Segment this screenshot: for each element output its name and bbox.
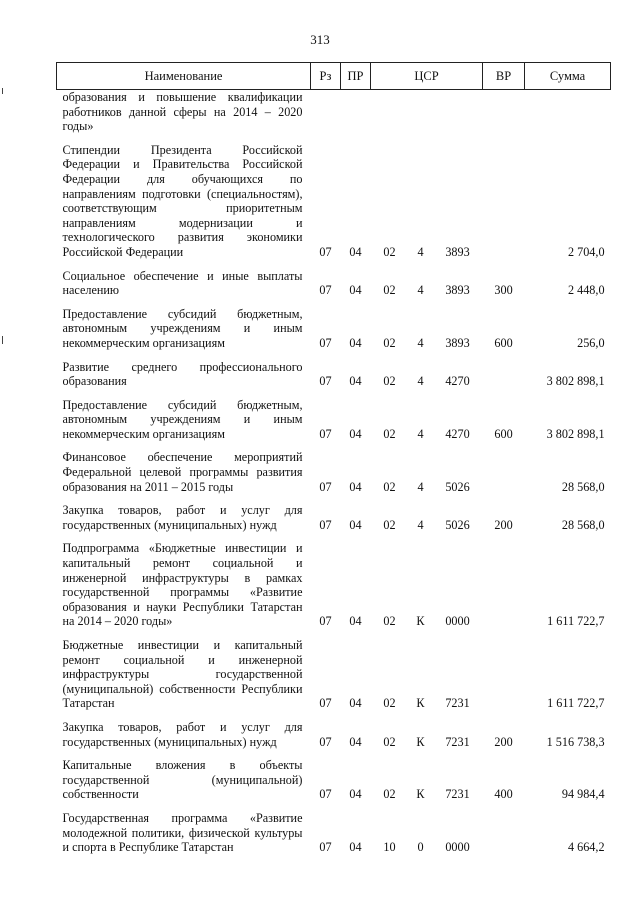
row-csr-3: 0000 <box>445 840 470 855</box>
row-csr-3: 4270 <box>445 374 470 389</box>
scan-mark <box>2 88 3 94</box>
row-name: Социальное обеспечение и иные выплаты населению <box>62 268 303 298</box>
row-csr-1: 02 <box>383 283 396 298</box>
row-vr <box>483 90 525 134</box>
row-rz: 07 <box>319 283 332 298</box>
row-name: Предоставление субсидий бюджетным, автономным учреждениям и иным некоммерческим организациям <box>62 397 303 441</box>
table-row <box>57 134 611 260</box>
row-name: Капитальные вложения в объекты государственной (муниципальной) собственности <box>62 758 303 802</box>
row-csr-1: 02 <box>383 696 396 711</box>
table-row <box>57 494 611 532</box>
row-vr <box>483 134 525 260</box>
row-vr <box>483 802 525 855</box>
row-csr-2: 4 <box>417 479 424 494</box>
row-rz: 07 <box>319 335 332 350</box>
row-csr-2: К <box>416 696 425 711</box>
row-sum: 3 802 898,1 <box>546 426 605 441</box>
table-row <box>57 351 611 389</box>
row-sum: 3 802 898,1 <box>546 374 605 389</box>
row-vr <box>483 351 525 389</box>
table-row <box>57 711 611 749</box>
row-csr-2: К <box>416 734 425 749</box>
row-csr-3 <box>433 90 483 134</box>
row-name: Государственная программа «Развитие молодежной политики, физической культуры и спорта в Республике Татарстан <box>62 810 303 855</box>
row-pr: 04 <box>349 335 362 350</box>
row-csr-2: К <box>416 614 425 629</box>
row-rz <box>311 90 341 134</box>
table-row <box>57 389 611 442</box>
row-sum: 94 984,4 <box>561 787 605 802</box>
row-csr-1: 02 <box>383 244 396 259</box>
table-row <box>57 298 611 351</box>
row-rz: 07 <box>319 787 332 802</box>
row-csr-1: 02 <box>383 734 396 749</box>
row-csr-2: 0 <box>417 840 424 855</box>
row-sum <box>525 90 611 134</box>
row-name: Развитие среднего профессионального образования <box>62 359 303 389</box>
row-csr-1: 10 <box>383 840 396 855</box>
row-vr: 600 <box>494 335 513 350</box>
table-row <box>57 532 611 629</box>
row-vr <box>483 441 525 494</box>
row-csr-3: 3893 <box>445 335 470 350</box>
row-sum: 1 611 722,7 <box>547 614 605 629</box>
row-sum: 28 568,0 <box>561 479 605 494</box>
row-rz: 07 <box>319 426 332 441</box>
row-name: Бюджетные инвестиции и капитальный ремонт социальной и инженерной инфраструктуры государственной (муниципальной) собственности Республики Татарстан <box>62 638 303 711</box>
row-rz: 07 <box>319 734 332 749</box>
row-csr-2: 4 <box>417 283 424 298</box>
row-csr-3: 4270 <box>445 426 470 441</box>
row-vr: 200 <box>494 517 513 532</box>
row-csr-2: 4 <box>417 426 424 441</box>
row-pr <box>341 90 371 134</box>
row-vr: 600 <box>494 426 513 441</box>
table-row <box>57 749 611 802</box>
row-csr-2: 4 <box>417 244 424 259</box>
row-csr-2: 4 <box>417 374 424 389</box>
row-name: Стипендии Президента Российской Федерации и Правительства Российской Федерации для обучающихся по направлениям подготовки (специальностям), соответствующим приоритетным направлениям модернизации и технологического развития экономики Российской Федерации <box>62 142 303 259</box>
row-name: образования и повышение квалификации работников данной сферы на 2014 – 2020 годы» <box>62 90 303 134</box>
header-pr: ПР <box>341 63 371 90</box>
row-csr-3: 0000 <box>445 614 470 629</box>
row-pr: 04 <box>349 374 362 389</box>
row-csr-1: 02 <box>383 787 396 802</box>
header-rz: Рз <box>311 63 341 90</box>
row-csr-1: 02 <box>383 426 396 441</box>
header-name: Наименование <box>57 63 311 90</box>
row-sum: 1 611 722,7 <box>547 696 605 711</box>
row-vr <box>483 629 525 711</box>
row-csr-2 <box>409 90 433 134</box>
table-row <box>57 629 611 711</box>
row-sum: 1 516 738,3 <box>546 734 605 749</box>
table-header-row <box>57 63 611 90</box>
row-csr-1 <box>371 90 409 134</box>
row-sum: 2 448,0 <box>567 283 605 298</box>
row-name: Закупка товаров, работ и услуг для государственных (муниципальных) нужд <box>62 503 303 532</box>
row-rz: 07 <box>319 374 332 389</box>
row-vr <box>483 532 525 629</box>
row-rz: 07 <box>319 696 332 711</box>
row-pr: 04 <box>349 840 362 855</box>
row-vr: 300 <box>494 283 513 298</box>
row-pr: 04 <box>349 787 362 802</box>
row-csr-3: 7231 <box>445 787 470 802</box>
row-sum: 28 568,0 <box>561 517 605 532</box>
row-pr: 04 <box>349 734 362 749</box>
row-csr-2: 4 <box>417 517 424 532</box>
row-pr: 04 <box>349 426 362 441</box>
row-name: Подпрограмма «Бюджетные инвестиции и капитальный ремонт социальной и инженерной инфраструктуры в рамках государственной программы «Развитие образования и науки Республики Татарстан на 2014 – 2020 годы» <box>62 541 303 629</box>
row-csr-1: 02 <box>383 335 396 350</box>
row-pr: 04 <box>349 479 362 494</box>
table-row <box>57 441 611 494</box>
row-csr-1: 02 <box>383 374 396 389</box>
table-body <box>57 90 611 855</box>
row-csr-1: 02 <box>383 479 396 494</box>
header-vr: ВР <box>483 63 525 90</box>
row-rz: 07 <box>319 244 332 259</box>
row-rz: 07 <box>319 614 332 629</box>
row-csr-3: 3893 <box>445 283 470 298</box>
row-csr-2: К <box>416 787 425 802</box>
header-sum: Сумма <box>525 63 611 90</box>
row-vr: 400 <box>494 787 513 802</box>
row-pr: 04 <box>349 283 362 298</box>
table-row <box>57 260 611 298</box>
row-csr-1: 02 <box>383 517 396 532</box>
row-pr: 04 <box>349 517 362 532</box>
row-csr-3: 3893 <box>445 244 470 259</box>
row-csr-3: 5026 <box>445 479 470 494</box>
table-row <box>57 90 611 134</box>
row-rz: 07 <box>319 479 332 494</box>
row-vr: 200 <box>494 734 513 749</box>
row-sum: 256,0 <box>577 335 605 350</box>
row-csr-3: 5026 <box>445 517 470 532</box>
row-rz: 07 <box>319 517 332 532</box>
row-csr-3: 7231 <box>445 734 470 749</box>
table-row <box>57 802 611 855</box>
row-name: Финансовое обеспечение мероприятий Федеральной целевой программы развития образования на 2011 – 2015 годы <box>62 450 303 494</box>
page-number: 313 <box>310 32 330 47</box>
row-csr-2: 4 <box>417 335 424 350</box>
header-csr: ЦСР <box>371 63 483 90</box>
scan-mark <box>2 336 3 344</box>
row-pr: 04 <box>349 696 362 711</box>
row-csr-1: 02 <box>383 614 396 629</box>
budget-table <box>56 62 611 855</box>
row-pr: 04 <box>349 614 362 629</box>
row-sum: 2 704,0 <box>567 244 605 259</box>
row-rz: 07 <box>319 840 332 855</box>
row-pr: 04 <box>349 244 362 259</box>
row-name: Закупка товаров, работ и услуг для государственных (муниципальных) нужд <box>62 719 303 749</box>
row-name: Предоставление субсидий бюджетным, автономным учреждениям и иным некоммерческим организациям <box>62 306 303 350</box>
row-csr-3: 7231 <box>445 696 470 711</box>
row-sum: 4 664,2 <box>567 840 605 855</box>
